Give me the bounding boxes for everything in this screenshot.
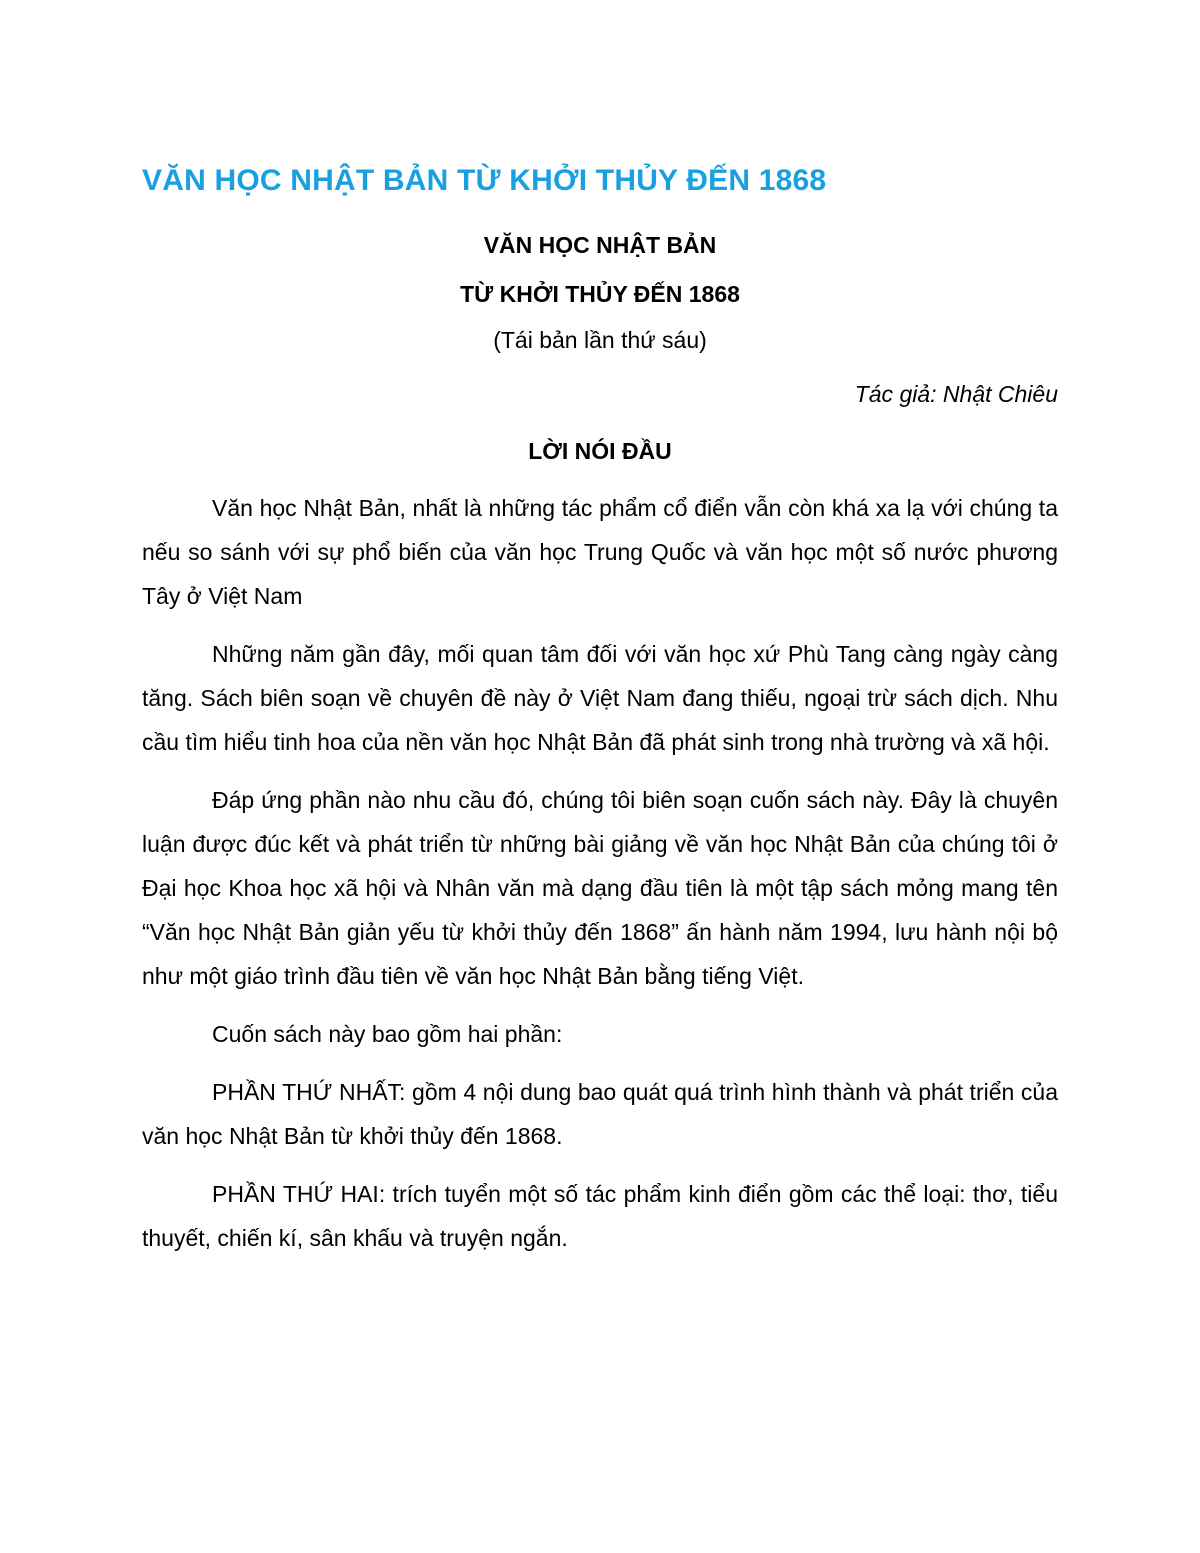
author-line: Tác giả: Nhật Chiêu (854, 381, 1058, 407)
section-title: LỜI NÓI ĐẦU (528, 438, 672, 464)
edition-note: (Tái bản lần thứ sáu) (493, 327, 707, 353)
paragraph: Những năm gần đây, mối quan tâm đối với văn học xứ Phù Tang càng ngày càng tăng. Sách biên soạn về chuyên đề này ở Việt Nam đang thiếu, ngoại trừ sách dịch. Nhu cầu tìm hiểu tinh hoa của nền văn học Nhật Bản đã phát sinh trong nhà trường và xã hội. (142, 641, 1058, 755)
paragraph: PHẦN THỨ NHẤT: gồm 4 nội dung bao quát quá trình hình thành và phát triển của văn học Nhật Bản từ khởi thủy đến 1868. (142, 1079, 1058, 1149)
paragraph: PHẦN THỨ HAI: trích tuyển một số tác phẩm kinh điển gồm các thể loại: thơ, tiểu thuyết, chiến kí, sân khấu và truyện ngắn. (142, 1181, 1058, 1251)
document-heading: VĂN HỌC NHẬT BẢN TỪ KHỞI THỦY ĐẾN 1868 (142, 164, 827, 197)
title-line-1: VĂN HỌC NHẬT BẢN (483, 232, 717, 258)
title-line-2: TỪ KHỞI THỦY ĐẾN 1868 (460, 281, 740, 307)
body-text (142, 486, 1058, 1274)
paragraph: Cuốn sách này bao gồm hai phần: (212, 1021, 563, 1047)
paragraph: Văn học Nhật Bản, nhất là những tác phẩm cổ điển vẫn còn khá xa lạ với chúng ta nếu so sánh với sự phổ biến của văn học Trung Quốc và văn học một số nước phương Tây ở Việt Nam (142, 495, 1058, 609)
paragraph: Đáp ứng phần nào nhu cầu đó, chúng tôi biên soạn cuốn sách này. Đây là chuyên luận được đúc kết và phát triển từ những bài giảng về văn học Nhật Bản của chúng tôi ở Đại học Khoa học xã hội và Nhân văn mà dạng đầu tiên là một tập sách mỏng mang tên “Văn học Nhật Bản giản yếu từ khởi thủy đến 1868” ấn hành năm 1994, lưu hành nội bộ như một giáo trình đầu tiên về văn học Nhật Bản bằng tiếng Việt. (142, 787, 1058, 989)
